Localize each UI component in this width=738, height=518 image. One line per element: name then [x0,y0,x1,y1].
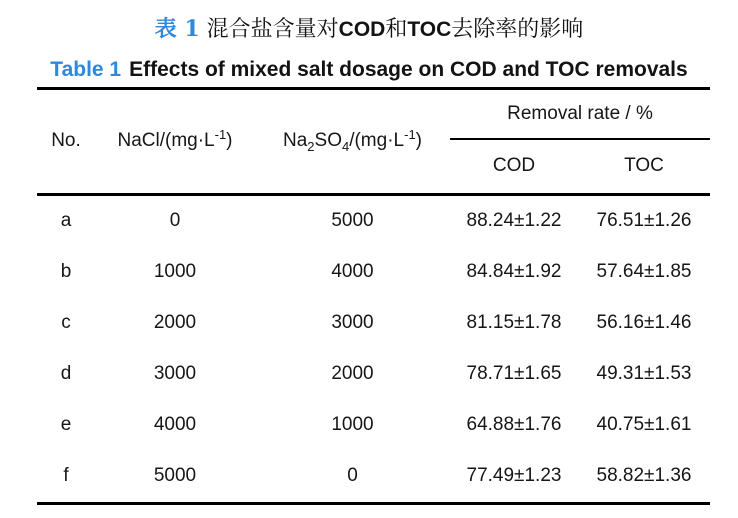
table-number-label-en: Table 1 [50,58,122,81]
cell-cod-removal: 78.71±1.65 [466,363,562,384]
nacl-superscript: -1 [214,127,227,143]
table-row [37,400,710,451]
cell-nacl: 1000 [153,261,197,282]
table-row [37,451,710,504]
column-header-cod: COD [492,155,536,176]
cell-no: d [60,363,72,384]
na2so4-formula-3: /(mg·L [349,130,405,152]
cell-na2so4: 5000 [331,210,374,231]
cell-cod-removal: 77.49±1.23 [466,465,562,486]
cell-no: b [60,261,72,282]
table-row [37,194,710,247]
cell-no: f [63,465,69,486]
column-header-nacl [95,89,255,195]
table-body [37,194,710,503]
table-number-label-cn: 表 1 [154,16,200,42]
caption-en-text: Effects of mixed salt dosage on COD and TOC removals [129,58,688,81]
cell-na2so4: 3000 [331,312,374,333]
cell-na2so4: 2000 [331,363,374,384]
caption-cn-text-2: 和 [385,17,408,42]
cell-toc-removal: 49.31±1.53 [596,363,692,384]
table-caption-english [0,54,738,86]
caption-cn-text-3: 去除率的影响 [451,17,584,42]
cell-cod-removal: 88.24±1.22 [466,210,562,231]
na2so4-formula-4: ) [415,130,422,152]
cell-toc-removal: 57.64±1.85 [596,261,692,282]
cell-no: a [60,210,72,231]
table-header [37,89,710,195]
table-row [37,247,710,298]
na2so4-subscript-1: 2 [307,139,315,155]
table-caption-chinese [0,12,738,47]
cell-cod-removal: 81.15±1.78 [466,312,562,333]
cell-toc-removal: 58.82±1.36 [596,465,692,486]
table-row [37,349,710,400]
column-header-no: No. [51,130,81,152]
cell-cod-removal: 84.84±1.92 [466,261,562,282]
cell-no: c [61,312,71,333]
cell-nacl: 0 [169,210,181,231]
caption-cn-toc: TOC [407,18,452,41]
cell-no: e [60,414,72,435]
column-header-na2so4 [255,89,450,195]
na2so4-subscript-2: 4 [341,139,350,155]
data-table [37,87,710,505]
nacl-formula-close: ) [226,130,233,152]
nacl-formula: NaCl/(mg·L [117,130,215,152]
na2so4-formula-1: Na [282,130,308,152]
cell-toc-removal: 40.75±1.61 [596,414,692,435]
cell-toc-removal: 56.16±1.46 [596,312,692,333]
caption-cn-text-1: 混合盐含量对 [206,17,339,42]
cell-nacl: 5000 [153,465,197,486]
column-header-toc: TOC [624,155,664,176]
cell-nacl: 2000 [153,312,197,333]
cell-nacl: 3000 [153,363,197,384]
cell-na2so4: 0 [347,465,358,486]
cell-cod-removal: 64.88±1.76 [466,414,562,435]
cell-na2so4: 4000 [331,261,374,282]
table-row [37,298,710,349]
cell-nacl: 4000 [153,414,197,435]
column-header-removal-rate: Removal rate / % [450,89,710,139]
na2so4-superscript: -1 [404,127,416,143]
caption-cn-cod: COD [338,18,386,41]
cell-na2so4: 1000 [331,414,374,435]
cell-toc-removal: 76.51±1.26 [596,210,692,231]
na2so4-formula-2: SO [314,130,342,152]
